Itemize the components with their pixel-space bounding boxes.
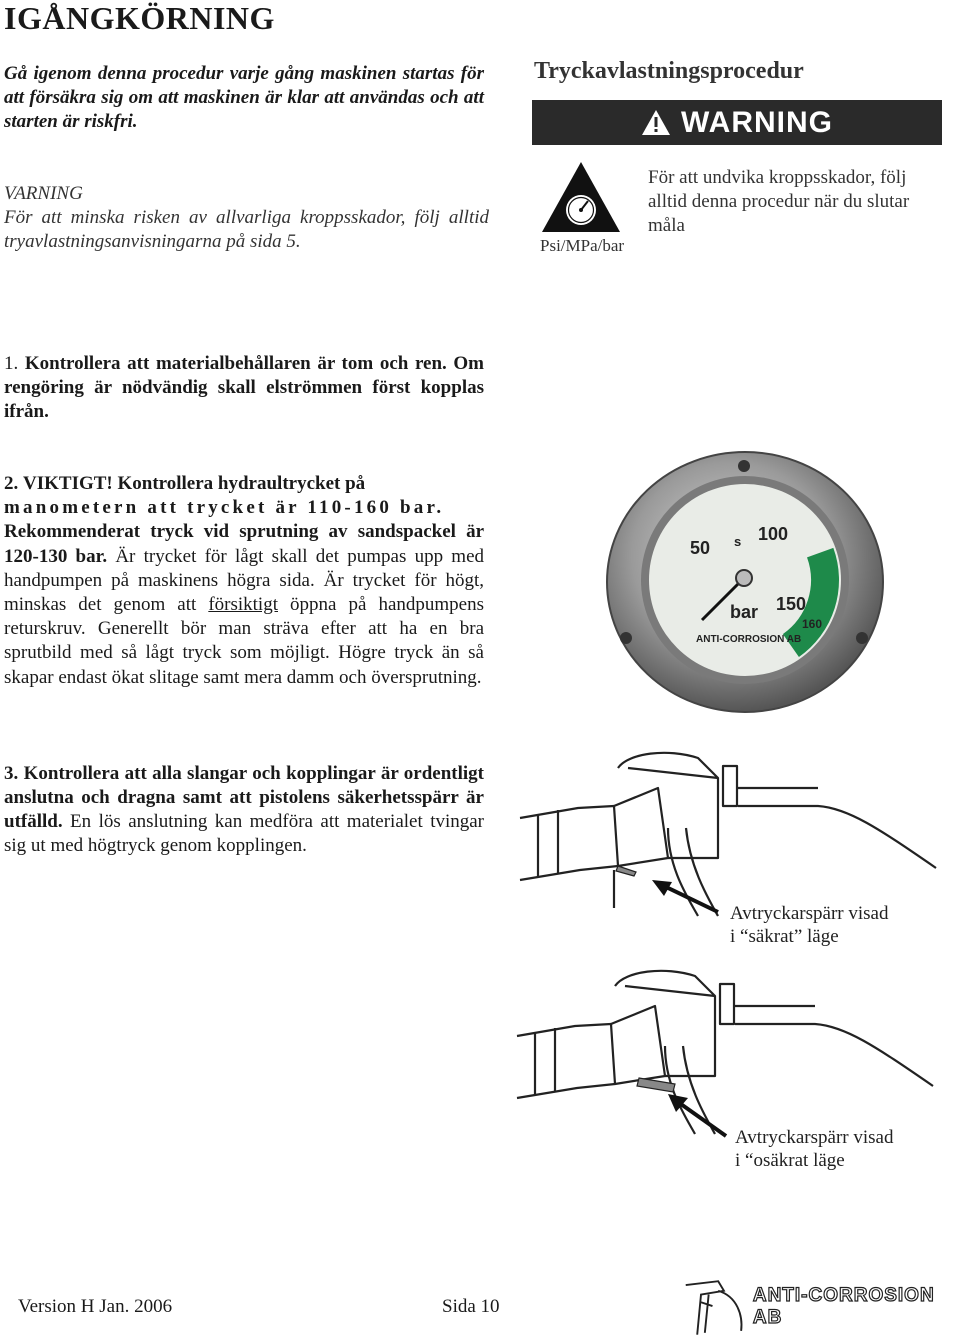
step-2-text-a: Är trycket för lågt skall det pumpas upp med handpumpen på maskinens högra sida. Är trycket för högt, minskas det genom att [4,545,485,616]
arrow-locked-icon [650,878,720,914]
warning-notice: För att undvika kroppsskador, följ alltid denna procedur när du slutar måla [648,167,910,236]
manometer-image [604,448,886,716]
step-2 [4,472,484,690]
varning-text: För att minska risken av allvarliga kroppsskador, följ alltid tryavlastningsanvisningarna på sida 5. [4,207,489,252]
spray-gun-logo-icon [680,1276,747,1338]
intro-text: Gå igenom denna procedur varje gång maskinen startas för att försäkra sig om att maskinen är klar att användas och att starten är riskfri. [4,63,484,132]
pressure-gauge-warning-icon [540,160,622,234]
gauge-tick-50: 50 [690,538,711,558]
spray-gun-locked-illustration [518,748,938,918]
page-title: IGÅNGKÖRNING [4,0,275,36]
warning-banner-text: WARNING [681,105,833,139]
caption-unlocked-line1: Avtryckarspärr visad [735,1127,894,1148]
pressure-relief-heading: Tryckavlastningsprocedur [534,58,804,84]
caption-locked [730,902,888,948]
arrow-unlocked-icon [666,1092,728,1138]
logo-text: ANTI-CORROSION AB [752,1285,935,1328]
footer-page-number: Sida 10 [442,1296,500,1317]
step-2-bold-a: VIKTIGT! Kontrollera hydraultrycket på [23,473,366,494]
step-2-underlined: försiktigt [208,594,278,616]
gauge-tick-100: 100 [758,524,789,544]
psi-caption: Psi/MPa/bar [540,236,625,255]
varning-block [4,182,489,254]
gauge-brand: ANTI-CORROSION AB [696,634,802,645]
step-2-number: 2. [4,473,19,494]
warning-banner [532,100,942,145]
caption-unlocked-line2: i “osäkrat läge [735,1150,845,1171]
gauge-tick-150: 150 [776,594,807,614]
step-3 [4,762,484,858]
caption-locked-line1: Avtryckarspärr visad [730,903,889,924]
step-1-number: 1. [4,353,19,374]
company-logo [680,1276,960,1338]
gauge-tick-160: 160 [802,617,823,631]
step-1-text: Kontrollera att materialbehållaren är tom och ren. Om rengöring är nödvändig skall elströmmen först kopplas ifrån. [4,353,485,422]
gauge-tick-s: s [734,534,742,549]
footer-version: Version H Jan. 2006 [18,1296,173,1317]
caption-locked-line2: i “säkrat” läge [730,926,839,947]
step-3-bold: Kontrollera att alla slangar och kopplingar är ordentligt anslutna och dragna samt att pistolens säkerhetsspärr är utfälld. [4,763,485,832]
step-1 [4,352,484,424]
step-2-bold-b: manometern att trycket är 110-160 bar. [4,497,445,519]
step-3-text: En lös anslutning kan medföra att materialet tvingar sig ut med högtryck genom kopplingen. [4,811,485,856]
warning-triangle-icon [641,109,671,136]
gauge-unit: bar [730,602,759,622]
step-2-text-b: öppna på handpumpens returskruv. Generellt bör man sträva efter att ha en bra sprutbild med så lågt tryck som möjligt. Högre tryck än så skapar endast ökat slitage samt mera damm och översprutning. [4,594,484,688]
step-2-bold-c: Rekommenderat tryck vid sprutning av sandspackel är 120-130 bar. [4,521,484,567]
step-3-number: 3. [4,763,19,784]
caption-unlocked [735,1126,893,1172]
varning-label: VARNING [4,183,83,204]
